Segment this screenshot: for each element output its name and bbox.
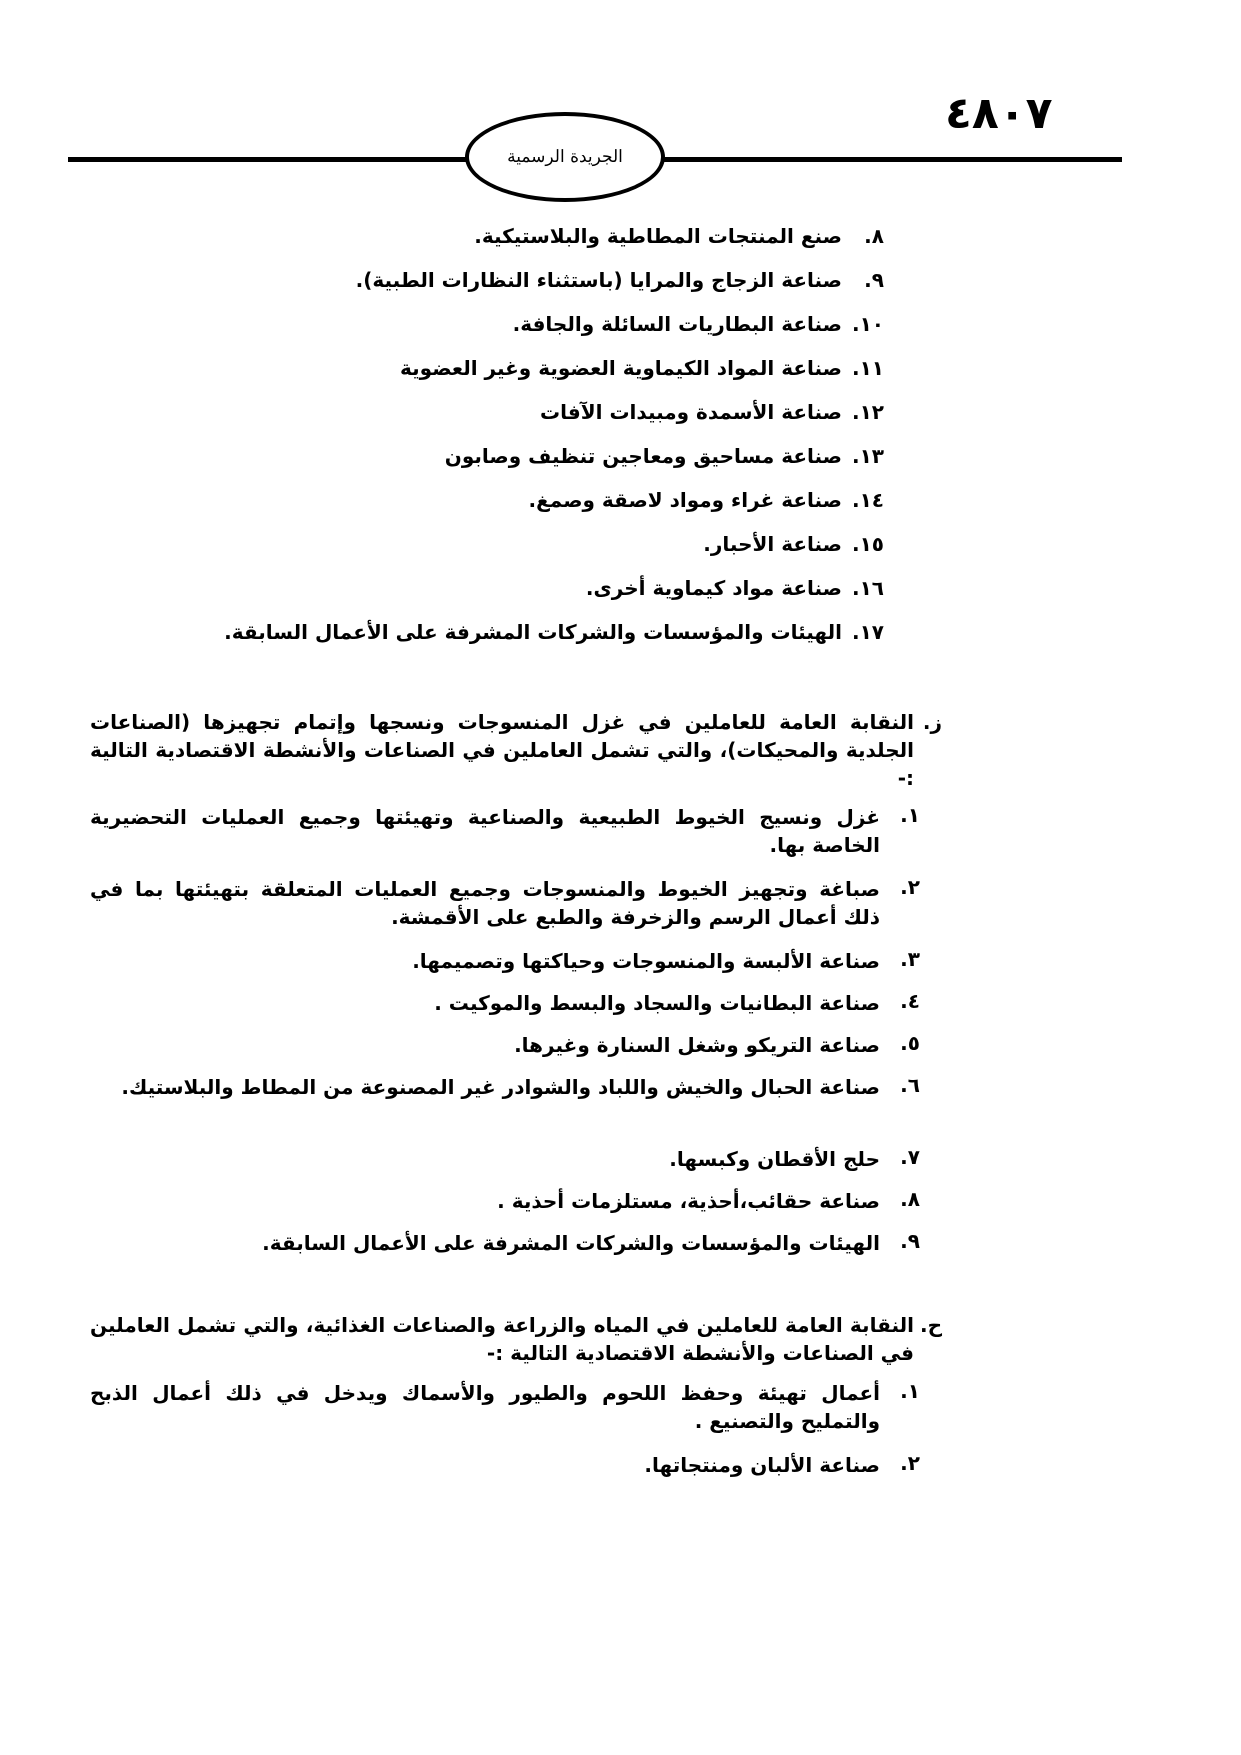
gazette-title-badge <box>465 112 665 202</box>
item-text: صنع المنتجات المطاطية والبلاستيكية. <box>474 224 842 248</box>
document-body <box>90 222 942 1493</box>
list-item <box>90 398 884 442</box>
item-number: ١٤. <box>851 488 884 512</box>
page-number: ٤٨٠٧ <box>945 88 1053 139</box>
item-number: ١٢. <box>851 400 884 424</box>
item-text: صباغة وتجهيز الخيوط والمنسوجات وجميع العمليات المتعلقة بتهيئتها بما في ذلك أعمال الرسم والزخرفة والطبع على الأقمشة. <box>90 877 880 929</box>
industry-list-chemicals <box>90 222 884 662</box>
item-text: صناعة غراء ومواد لاصقة وصمغ. <box>528 488 842 512</box>
item-number: ٣. <box>900 947 920 971</box>
item-text: صناعة الألبسة والمنسوجات وحياكتها وتصميمها. <box>412 949 880 973</box>
item-text: صناعة الأسمدة ومبيدات الآفات <box>540 400 842 424</box>
list-item <box>90 803 920 875</box>
item-number: ٩. <box>900 1229 920 1253</box>
item-number: ٥. <box>900 1031 920 1055</box>
section-intro-text: النقابة العامة للعاملين في غزل المنسوجات ونسجها وإتمام تجهيزها (الصناعات الجلدية والمحيكات)، والتي تشمل العاملين في الصناعات والأنشطة الاقتصادية التالية :- <box>90 710 914 790</box>
item-number: ٢. <box>900 1451 920 1475</box>
list-item <box>90 989 920 1031</box>
item-number: ٧. <box>900 1145 920 1169</box>
item-number: ٤. <box>900 989 920 1013</box>
list-item <box>90 266 884 310</box>
industry-list-textile <box>90 803 920 1271</box>
gazette-title: الجريدة الرسمية <box>507 147 623 167</box>
item-number: ١. <box>900 1379 920 1403</box>
section-letter: ح. <box>919 1313 942 1337</box>
section-intro-text: النقابة العامة للعاملين في المياه والزراعة والصناعات الغذائية، والتي تشمل العاملين في الصناعات والأنشطة الاقتصادية التالية :- <box>90 1313 914 1365</box>
list-item <box>90 1229 920 1271</box>
section-letter: ز. <box>922 710 942 734</box>
list-item <box>90 574 884 618</box>
list-item <box>90 1145 920 1187</box>
section-food-union <box>90 1311 942 1493</box>
list-item <box>90 442 884 486</box>
list-item <box>90 530 884 574</box>
item-text: صناعة البطانيات والسجاد والبسط والموكيت . <box>434 991 880 1015</box>
item-number: ٩. <box>864 268 884 292</box>
item-text: صناعة الأحبار. <box>703 532 842 556</box>
item-number: ١٠. <box>851 312 884 336</box>
item-number: ١٥. <box>851 532 884 556</box>
item-text: صناعة الزجاج والمرايا (باستثناء النظارات الطبية). <box>355 268 842 292</box>
item-text: صناعة التريكو وشغل السنارة وغيرها. <box>514 1033 880 1057</box>
item-number: ٢. <box>900 875 920 899</box>
list-item <box>90 310 884 354</box>
item-number: ١١. <box>851 356 884 380</box>
item-number: ٨. <box>864 224 884 248</box>
list-item <box>90 1073 920 1145</box>
item-number: ١٧. <box>851 620 884 644</box>
item-text: غزل ونسيج الخيوط الطبيعية والصناعية وتهيئتها وجميع العمليات التحضيرية الخاصة بها. <box>90 805 880 857</box>
list-item <box>90 1031 920 1073</box>
list-item <box>90 1187 920 1229</box>
section-textile-union <box>90 708 942 1271</box>
section-intro <box>90 708 942 792</box>
item-text: الهيئات والمؤسسات والشركات المشرفة على الأعمال السابقة. <box>224 620 842 644</box>
item-text: الهيئات والمؤسسات والشركات المشرفة على الأعمال السابقة. <box>262 1231 880 1255</box>
list-item <box>90 618 884 662</box>
item-text: حلج الأقطان وكبسها. <box>669 1147 880 1171</box>
item-text: صناعة الألبان ومنتجاتها. <box>644 1453 880 1477</box>
item-text: صناعة حقائب،أحذية، مستلزمات أحذية . <box>497 1189 880 1213</box>
list-item <box>90 875 920 947</box>
item-number: ٨. <box>900 1187 920 1211</box>
item-number: ١. <box>900 803 920 827</box>
item-number: ٦. <box>900 1073 920 1097</box>
section-intro <box>90 1311 942 1367</box>
list-item <box>90 486 884 530</box>
item-text: صناعة الحبال والخيش واللباد والشوادر غير المصنوعة من المطاط والبلاستيك. <box>121 1075 880 1099</box>
item-text: صناعة مساحيق ومعاجين تنظيف وصابون <box>444 444 842 468</box>
item-text: صناعة البطاريات السائلة والجافة. <box>512 312 842 336</box>
industry-list-food <box>90 1379 920 1493</box>
item-number: ١٦. <box>851 576 884 600</box>
list-item <box>90 354 884 398</box>
item-number: ١٣. <box>851 444 884 468</box>
item-text: صناعة المواد الكيماوية العضوية وغير العضوية <box>400 356 842 380</box>
list-item <box>90 1379 920 1451</box>
list-item <box>90 947 920 989</box>
item-text: صناعة مواد كيماوية أخرى. <box>585 576 842 600</box>
list-item <box>90 222 884 266</box>
item-text: أعمال تهيئة وحفظ اللحوم والطيور والأسماك ويدخل في ذلك أعمال الذبح والتمليح والتصنيع . <box>90 1381 880 1433</box>
list-item <box>90 1451 920 1493</box>
